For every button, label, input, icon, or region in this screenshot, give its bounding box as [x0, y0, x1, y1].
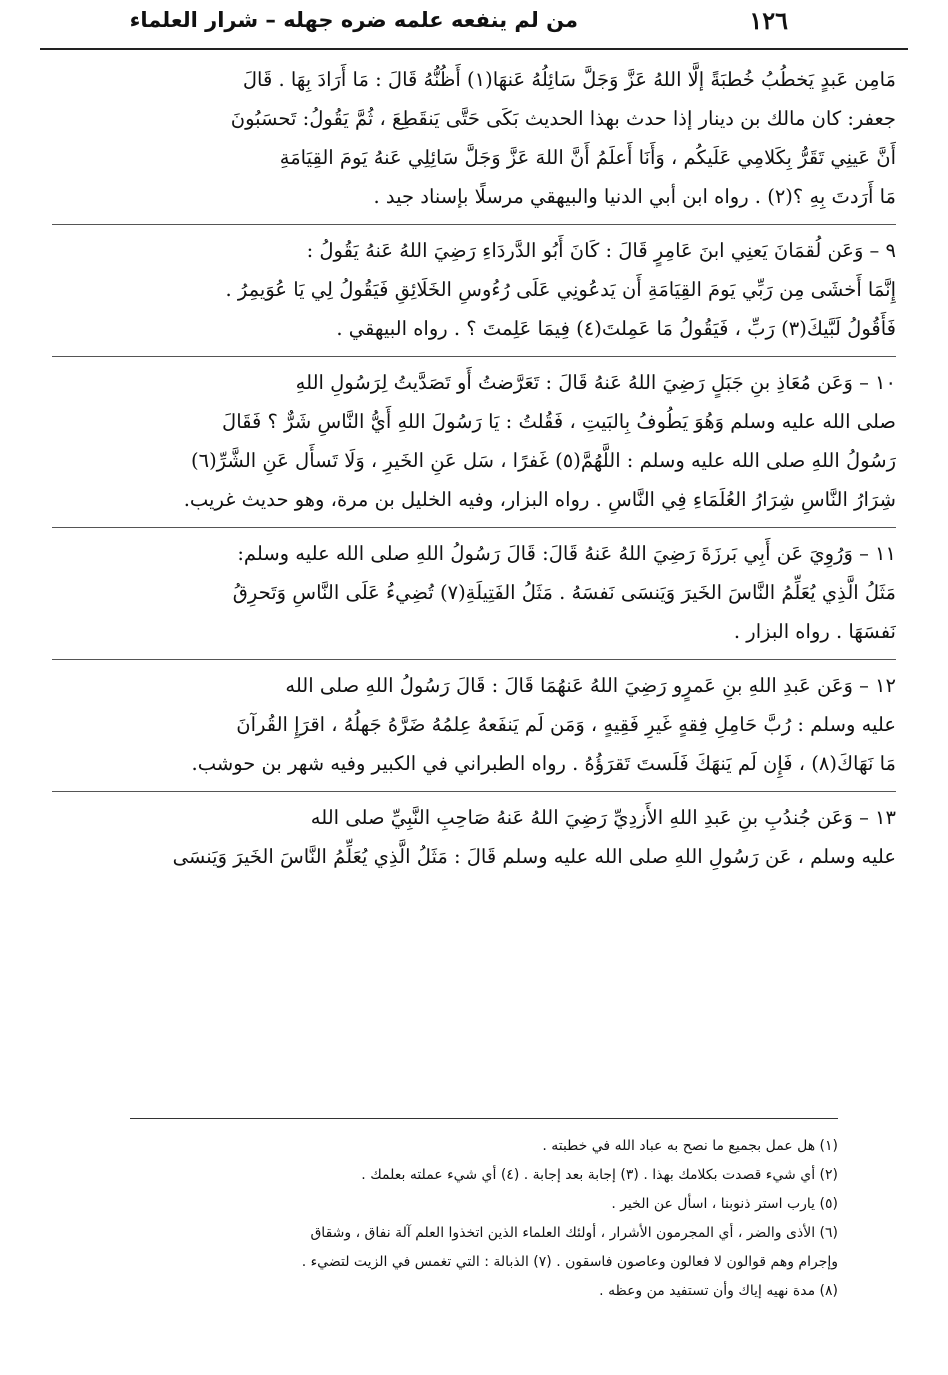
text-line: مَا نَهَاكَ(٨) ، فَإِن لَم يَنهَكَ فَلَستَ تَقرَؤُهُ . رواه الطبراني في الكبير وفيه شهر بن حوشب. — [191, 752, 896, 775]
text-line: مَا أَرَدتَ بِهِ ؟(٢) . رواه ابن أبي الدنيا والبيهقي مرسلًا بإسناد جيد . — [373, 185, 896, 208]
hadith-10 — [52, 363, 896, 519]
text-line: جعفر: كان مالك بن دينار إذا حدث بهذا الحديث بَكَى حَتَّى يَنقَطِعَ ، ثُمَّ يَقُولُ: تَحسَبُونَ — [230, 107, 896, 130]
header-rule — [40, 48, 908, 50]
text-line: مَامِن عَبدٍ يَخطُبُ خُطبَةً إلَّا اللهُ عَزَّ وَجَلَّ سَائِلُهُ عَنهَا(١) أَظُنُّهُ قَالَ : مَا أَرَادَ بِهَا . قَالَ — [242, 68, 896, 91]
text-line: ١٣ – وَعَن جُندُبِ بنِ عَبدِ اللهِ الأَزدِيِّ رَضِيَ اللهُ عَنهُ صَاحِبِ النَّبِيِّ صلى الله — [310, 806, 896, 829]
divider — [52, 224, 896, 225]
footnote: (٢) أي شيء قصدت بكلامك بهذا . (٣) إجابة بعد إجابة . (٤) أي شيء عملته بعلمك . — [361, 1167, 838, 1183]
footnote: (١) هل عمل بجميع ما نصح به عباد الله في خطبته . — [542, 1138, 838, 1154]
text-line: ١٢ – وَعَن عَبدِ اللهِ بنِ عَمرٍو رَضِيَ اللهُ عَنهُمَا قَالَ : قَالَ رَسُولُ اللهِ صلى الله — [285, 674, 896, 697]
footnotes — [90, 1132, 838, 1306]
divider — [52, 659, 896, 660]
hadith-13 — [52, 798, 896, 876]
footnote: (٨) مدة نهيه إياك وأن تستفيد من وعظه . — [599, 1283, 838, 1299]
text-line: عليه وسلم : رُبَّ حَامِلِ فِقهٍ غَيرِ فَقِيهٍ ، وَمَن لَم يَنفَعهُ عِلمُهُ ضَرَّهُ جَهلُهُ ، اقرَإِ القُرآنَ — [236, 713, 896, 736]
text-line: عليه وسلم ، عَن رَسُولِ اللهِ صلى الله عليه وسلم قَالَ : مَثَلُ الَّذِي يُعَلِّمُ النَّاسَ الخَيرَ وَيَنسَى — [172, 845, 896, 868]
text-line: صلى الله عليه وسلم وَهُوَ يَطُوفُ بِالبَيتِ ، فَقُلتُ : يَا رَسُولَ اللهِ أَيُّ النَّاسِ شَرٌّ ؟ فَقَالَ — [222, 410, 896, 433]
divider — [52, 791, 896, 792]
text-line: ١١ – وَرُوِيَ عَن أَبِي بَرزَةَ رَضِيَ اللهُ عَنهُ قَالَ: قَالَ رَسُولُ اللهِ صلى الله عليه وسلم: — [237, 542, 896, 565]
text-line: ١٠ – وَعَن مُعَاذِ بنِ جَبَلٍ رَضِيَ اللهُ عَنهُ قَالَ : تَعَرَّضتُ أَو تَصَدَّيتُ لِرَسُولِ اللهِ — [295, 371, 896, 394]
text-line: إِنَّمَا أَخشَى مِن رَبِّي يَومَ القِيَامَةِ أَن يَدعُونِي عَلَى رُءُوسِ الخَلَائِقِ فَيَقُولُ لِي يَا عُوَيمِرُ . — [225, 278, 896, 301]
hadith-9 — [52, 231, 896, 348]
page-header — [40, 6, 908, 40]
footnote: (٥) يارب استر ذنوبنا ، اسأل عن الخير . — [611, 1196, 838, 1212]
text-line: رَسُولُ اللهِ صلى الله عليه وسلم : اللَّهُمَّ(٥) غَفرًا ، سَل عَنِ الخَيرِ ، وَلَا تَسأَل عَنِ الشَّرِّ(٦) — [190, 449, 896, 472]
text-line: شِرَارُ النَّاسِ شِرَارُ العُلَمَاءِ فِي النَّاسِ . رواه البزار، وفيه الخليل بن مرة، وهو حديث غريب. — [183, 488, 896, 511]
footnote-rule — [130, 1118, 838, 1119]
text-line: أَنَّ عَينِي تَقَرُّ بِكَلامِي عَلَيكُم ، وَأَنَا أَعلَمُ أَنَّ اللهَ عَزَّ وَجَلَّ سَائِلِي عَنهُ يَومَ القِيَامَةِ — [279, 146, 896, 169]
footnote: وإجرام وهم قوالون لا فعالون وعاصون فاسقون . (٧) الذبالة : التي تغمس في الزيت لتضيء . — [301, 1254, 838, 1270]
running-title: من لم ينفعه علمه ضره جهله – شرار العلماء — [129, 8, 578, 32]
text-line: نَفسَهَا . رواه البزار . — [733, 620, 896, 643]
hadith-11 — [52, 534, 896, 651]
footnote: (٦) الأذى والضر ، أي المجرمون الأشرار ، أولئك العلماء الذين اتخذوا العلم آلة نفاق ، وشقاق — [310, 1225, 838, 1241]
text-line: فَأَقُولُ لَبَّيكَ(٣) رَبِّ ، فَيَقُولُ مَا عَمِلتَ(٤) فِيمَا عَلِمتَ ؟ . رواه البيهقي . — [336, 317, 896, 340]
paragraph-continuation — [52, 60, 896, 216]
page-number: ١٢٦ — [749, 6, 788, 35]
text-line: مَثَلُ الَّذِي يُعَلِّمُ النَّاسَ الخَيرَ وَيَنسَى نَفسَهُ . مَثَلُ الفَتِيلَةِ(٧) تُضِيءُ عَلَى النَّاسِ وَتَحرِقُ — [232, 581, 896, 604]
main-text — [52, 60, 896, 876]
divider — [52, 356, 896, 357]
text-line: ٩ – وَعَن لُقمَانَ يَعنِي ابنَ عَامِرٍ قَالَ : كَانَ أَبُو الدَّردَاءِ رَضِيَ اللهُ عَنهُ يَقُولُ : — [306, 239, 896, 262]
divider — [52, 527, 896, 528]
hadith-12 — [52, 666, 896, 783]
